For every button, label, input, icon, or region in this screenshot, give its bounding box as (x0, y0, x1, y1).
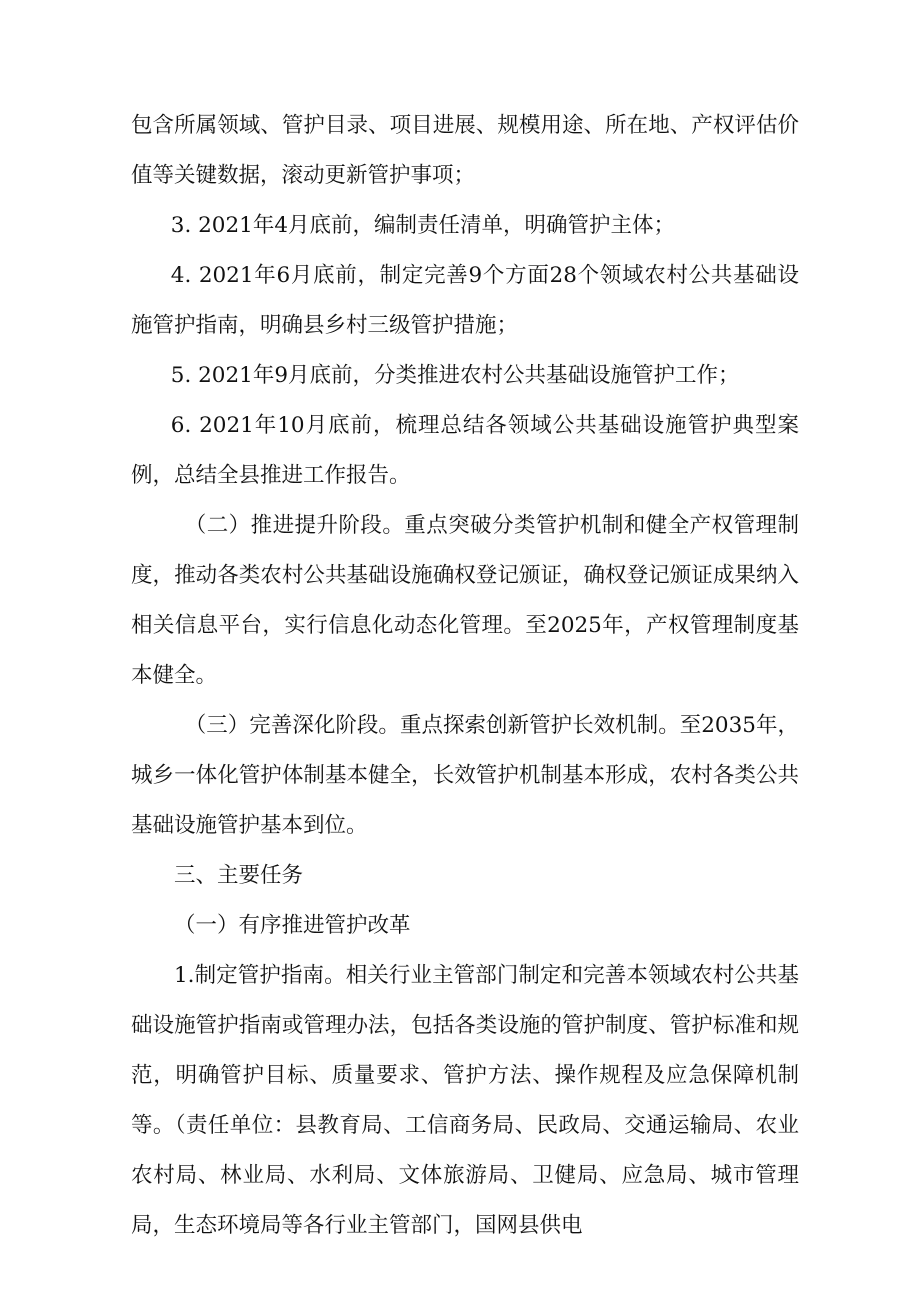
paragraph-stage-three: （三）完善深化阶段。重点探索创新管护长效机制。至2035年，城乡一体化管护体制基本健全，长效管护机制基本形成，农村各类公共基础设施管护基本到位。 (131, 713, 799, 838)
paragraph-continued-data-fields: 包含所属领域、管护目录、项目进展、规模用途、所在地、产权评估价值等关键数据，滚动更新管护事项； (131, 113, 799, 188)
paragraph-stage-two: （二）推进提升阶段。重点突破分类管护机制和健全产权管理制度，推动各类农村公共基础设施确权登记颁证，确权登记颁证成果纳入相关信息平台，实行信息化动态化管理。至2025年，产权管理制度基本健全。 (131, 513, 799, 688)
subsection-heading-reform: （一）有序推进管护改革 (174, 913, 411, 938)
paragraph-step-4: 4. 2021年6月底前，制定完善9个方面28个领域农村公共基础设施管护指南，明确县乡村三级管护措施； (131, 263, 799, 338)
document-body (131, 101, 799, 1251)
paragraph-guideline-task: 1.制定管护指南。相关行业主管部门制定和完善本领域农村公共基础设施管护指南或管理办法，包括各类设施的管护制度、管护标准和规范，明确管护目标、质量要求、管护方法、操作规程及应急保障机制等。（责任单位：县教育局、工信商务局、民政局、交通运输局、农业农村局、林业局、水利局、文体旅游局、卫健局、应急局、城市管理局，生态环境局等各行业主管部门，国网县供电 (131, 963, 799, 1238)
paragraph-step-3: 3. 2021年4月底前，编制责任清单，明确管护主体； (170, 213, 676, 238)
paragraph-step-5: 5. 2021年9月底前，分类推进农村公共基础设施管护工作； (170, 363, 740, 388)
section-heading-main-tasks: 三、主要任务 (174, 863, 304, 888)
paragraph-step-6: 6. 2021年10月底前，梳理总结各领域公共基础设施管护典型案例，总结全县推进工作报告。 (131, 413, 799, 488)
